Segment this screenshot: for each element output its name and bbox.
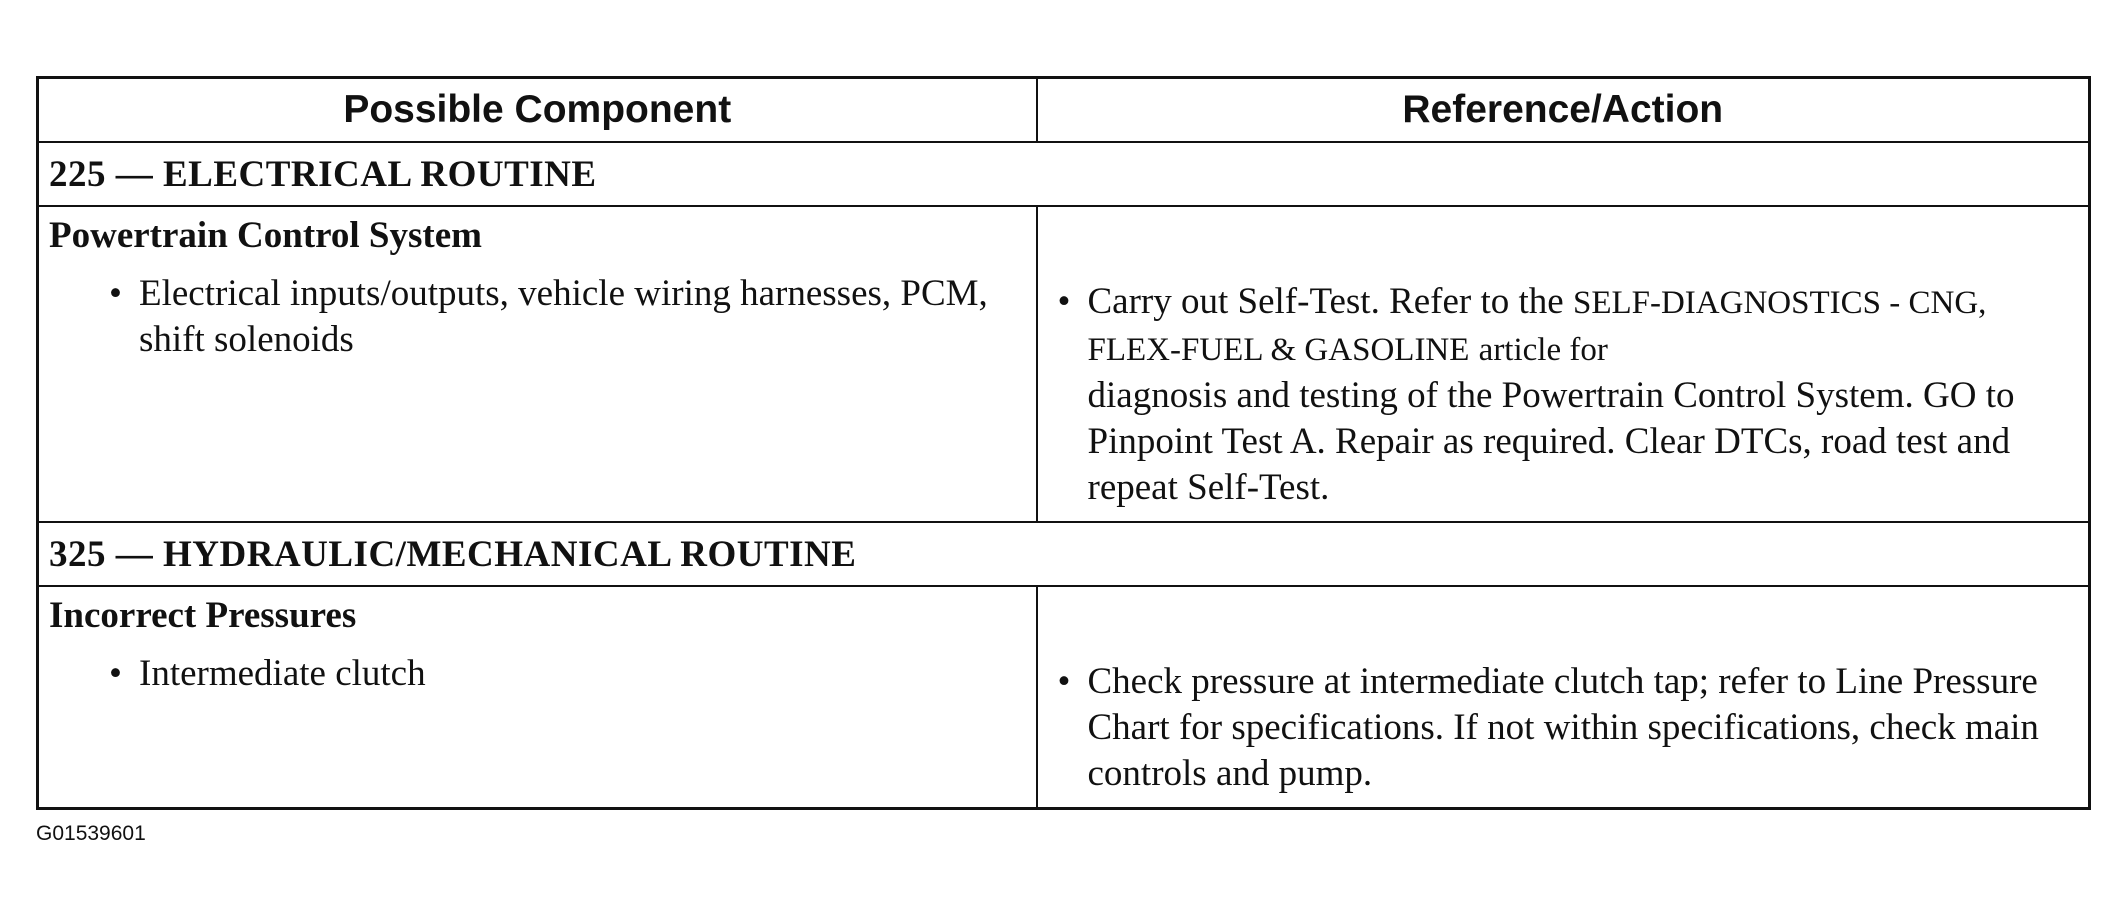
action-cell-hydraulic (1037, 586, 2090, 809)
header-possible-component: Possible Component (38, 78, 1037, 143)
category-incorrect-pressures: Incorrect Pressures (49, 595, 357, 636)
action-intro: Carry out Self-Test. Refer to the (1087, 281, 1564, 322)
list-item (1058, 279, 2069, 511)
figure-id: G01539601 (36, 822, 146, 845)
list-item (1058, 659, 2069, 797)
bullet-icon: • (109, 653, 122, 694)
routine-row-hydraulic (38, 522, 2090, 586)
bullet-icon: • (109, 273, 122, 314)
article-reference-link[interactable]: SELF-DIAGNOSTICS - CNG, FLEX-FUEL & GASOLINE (1087, 285, 1987, 368)
list-item (49, 271, 1026, 363)
component-item-text: Electrical inputs/outputs, vehicle wiring harnesses, PCM, shift solenoids (139, 273, 988, 360)
routine-title-electrical: 225 — ELECTRICAL ROUTINE (38, 142, 2090, 206)
action-text: Check pressure at intermediate clutch tap; refer to Line Pressure Chart for specifications. If not within specifications, check main controls and pump. (1087, 661, 2039, 794)
action-text (1088, 279, 2069, 511)
action-cell-electrical (1037, 206, 2090, 522)
table-row-hydraulic (38, 586, 2090, 809)
action-rest: diagnosis and testing of the Powertrain Control System. GO to Pinpoint Test A. Repair as required. Clear DTCs, road test and repeat Self-Test. (1087, 375, 2015, 508)
component-item-text: Intermediate clutch (139, 653, 426, 694)
table-row-electrical (38, 206, 2090, 522)
diagnosis-table (36, 76, 2091, 810)
component-cell-electrical (38, 206, 1037, 522)
bullet-icon: • (1057, 661, 1071, 702)
bullet-icon: • (1057, 281, 1071, 322)
category-powertrain-control-system: Powertrain Control System (49, 215, 482, 256)
routine-title-hydraulic: 325 — HYDRAULIC/MECHANICAL ROUTINE (38, 522, 2090, 586)
header-row (38, 78, 2090, 143)
component-cell-hydraulic (38, 586, 1037, 809)
list-item (49, 651, 1026, 697)
routine-row-electrical (38, 142, 2090, 206)
action-ref-suffix: article for (1478, 332, 1608, 368)
header-reference-action: Reference/Action (1037, 78, 2090, 143)
